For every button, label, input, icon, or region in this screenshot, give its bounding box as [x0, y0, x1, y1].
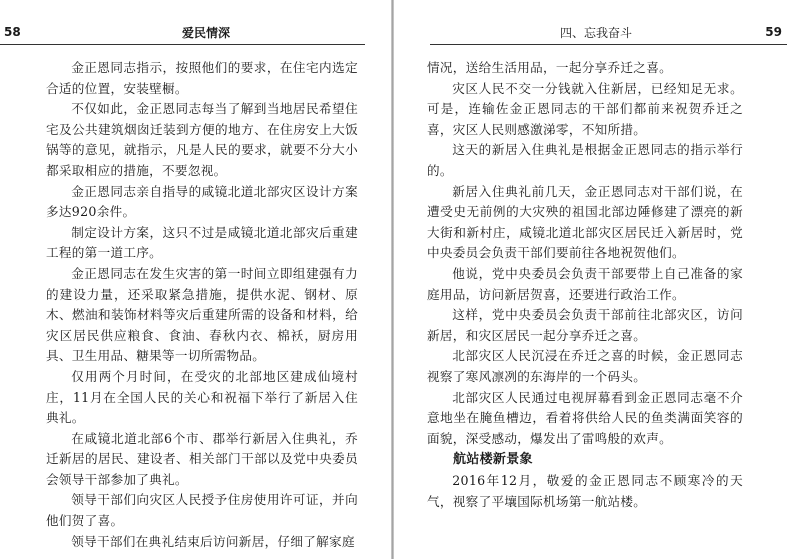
- right-page-body: [427, 58, 743, 512]
- paragraph: 北部灾区人民沉浸在乔迁之喜的时候，金正恩同志视察了寒风凛冽的东海岸的一个码头。: [427, 348, 743, 384]
- paragraph: 在咸镜北道北部6个市、郡举行新居入住典礼，乔迁新居的居民、建设者、相关部门干部以及党中央委员会领导干部参加了典礼。: [46, 430, 358, 487]
- paragraph: 不仅如此，金正恩同志每当了解到当地居民希望住宅及公共建筑烟囱迁装到方便的地方、在住房安上大饭锅等的意见，就指示，凡是人民的要求，就要不分大小都采取相应的措施，不要忽视。: [46, 101, 358, 178]
- right-header-rule: [430, 44, 787, 45]
- left-header-rule: [0, 44, 365, 45]
- section-title: 航站楼新景象: [453, 452, 533, 468]
- paragraph: 2016年12月，敬爱的金正恩同志不顾寒冷的天气，视察了平壤国际机场第一航站楼。: [427, 473, 743, 509]
- paragraph: 新居入住典礼前几天，金正恩同志对干部们说，在遭受史无前例的大灾殃的祖国北部边陲修建了漂亮的新大街和新村庄，咸镜北道北部灾区居民迁入新居时，党中央委员会负责干部们要前往各地祝贺他们。: [427, 183, 743, 261]
- right-running-title: 四、忘我奋斗: [560, 25, 633, 40]
- paragraph: 仅用两个月时间，在受灾的北部地区建成仙境村庄，11月在全国人民的关心和祝福下举行了新居入住典礼。: [46, 368, 358, 426]
- right-page-header: [430, 22, 787, 42]
- paragraph: 灾区人民不交一分钱就入住新居，已经知足无求。可是，连输佐金正恩同志的干部们都前来祝贺乔迁之喜，灾区人民则感激涕零，不知所措。: [427, 80, 743, 137]
- paragraph: 金正恩同志指示，按照他们的要求，在住宅内选定合适的位置，安装壁橱。: [46, 60, 358, 96]
- right-page-number: 59: [765, 25, 782, 39]
- paragraph: 金正恩同志在发生灾害的第一时间立即组建强有力的建设力量，还采取紧急措施，提供水泥、钢材、原木、燃油和装饰材料等灾后重建所需的设备和材料，给灾区居民供应粮食、食油、春秋内衣、棉袄，厨房用具、卫生用品、糖果等一切所需物品。: [46, 265, 358, 364]
- paragraph: 北部灾区人民通过电视屏幕看到金正恩同志毫不介意地坐在腌鱼槽边，看着将供给人民的鱼类满面笑容的面貌，深受感动，爆发出了雷鸣般的欢声。: [427, 389, 743, 446]
- left-page-header: [0, 22, 365, 42]
- left-page: [0, 0, 393, 559]
- continuation-paragraph: 情况，送给生活用品，一起分享乔迁之喜。: [427, 60, 672, 75]
- left-running-title: 爱民情深: [182, 25, 231, 40]
- paragraph: 金正恩同志亲自指导的咸镜北道北部灾区设计方案多达920余件。: [46, 183, 358, 220]
- left-page-number: 58: [4, 25, 21, 39]
- paragraph: 领导干部们在典礼结束后访问新居，仔细了解家庭: [71, 533, 355, 549]
- paragraph: 他说，党中央委员会负责干部要带上自己准备的家庭用品，访问新居贺喜，还要进行政治工作。: [427, 265, 743, 302]
- paragraph: 领导干部们向灾区人民授予住房使用许可证，并向他们贺了喜。: [46, 492, 358, 529]
- left-page-body: [46, 58, 358, 552]
- paragraph: 这样，党中央委员会负责干部前往北部灾区，访问新居，和灾区居民一起分享乔迁之喜。: [427, 307, 743, 343]
- paragraph: 制定设计方案，这只不过是咸镜北道北部灾后重建工程的第一道工序。: [46, 224, 358, 261]
- paragraph: 这天的新居入住典礼是根据金正恩同志的指示举行的。: [427, 142, 743, 178]
